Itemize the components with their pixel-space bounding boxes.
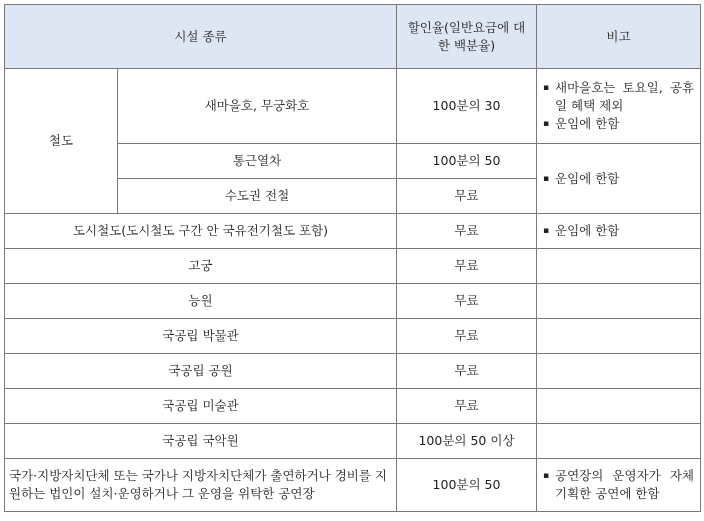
discount-rate: 100분의 50 이상	[397, 424, 537, 459]
remark-bullet: ▪ 새마을호는 토요일, 공휴일 혜택 제외	[543, 80, 694, 113]
discount-table	[4, 4, 701, 512]
facility-name: 능원	[5, 284, 397, 319]
bullet-icon: ▪	[543, 119, 550, 129]
remark-cell	[537, 389, 701, 424]
remark-cell	[537, 214, 701, 249]
discount-rate: 무료	[397, 249, 537, 284]
remark-cell	[537, 424, 701, 459]
discount-rate: 100분의 30	[397, 69, 537, 144]
facility-name: 통근열차	[118, 144, 397, 179]
remark-cell	[537, 319, 701, 354]
table-row	[5, 284, 701, 319]
discount-rate: 무료	[397, 319, 537, 354]
facility-name: 수도권 전철	[118, 179, 397, 214]
table-row	[5, 214, 701, 249]
remark-cell	[537, 249, 701, 284]
remark-cell	[537, 69, 701, 144]
table-row	[5, 354, 701, 389]
bullet-icon: ▪	[543, 226, 550, 236]
remark-cell	[537, 144, 701, 214]
discount-rate: 100분의 50	[397, 459, 537, 512]
bullet-icon: ▪	[543, 173, 550, 184]
facility-name: 국공립 박물관	[5, 319, 397, 354]
table-row	[5, 424, 701, 459]
remark-cell	[537, 284, 701, 319]
table-row	[5, 249, 701, 284]
facility-name: 국공립 국악원	[5, 424, 397, 459]
remark-bullet: ▪ 공연장의 운영자가 자체 기획한 공연에 한함	[543, 468, 694, 501]
table-row	[5, 69, 701, 144]
header-discount-rate: 할인율(일반요금에 대한 백분율)	[397, 5, 537, 69]
remark-bullet: ▪ 운임에 한함	[543, 223, 620, 238]
header-remarks: 비고	[537, 5, 701, 69]
header-row	[5, 5, 701, 69]
remark-cell	[537, 354, 701, 389]
discount-rate: 무료	[397, 179, 537, 214]
table-row	[5, 389, 701, 424]
facility-name: 국가·지방자치단체 또는 국가나 지방자치단체가 출연하거나 경비를 지원하는 법인이 설치·운영하거나 그 운영을 위탁한 공연장	[5, 459, 397, 512]
header-facility-type: 시설 종류	[5, 5, 397, 69]
discount-rate: 무료	[397, 214, 537, 249]
discount-rate: 무료	[397, 354, 537, 389]
table-row	[5, 459, 701, 512]
remark-cell	[537, 459, 701, 512]
facility-name: 국공립 미술관	[5, 389, 397, 424]
discount-rate: 무료	[397, 284, 537, 319]
facility-name: 고궁	[5, 249, 397, 284]
rail-group-label: 철도	[5, 69, 118, 214]
facility-name: 새마을호, 무궁화호	[118, 69, 397, 144]
table-row	[5, 319, 701, 354]
remark-bullet: ▪ 운임에 한함	[543, 116, 620, 131]
bullet-icon: ▪	[543, 471, 550, 481]
facility-name: 국공립 공원	[5, 354, 397, 389]
remark-bullet: ▪ 운임에 한함	[543, 170, 620, 186]
facility-name: 도시철도(도시철도 구간 안 국유전기철도 포함)	[5, 214, 397, 249]
discount-rate: 무료	[397, 389, 537, 424]
bullet-icon: ▪	[543, 83, 550, 93]
discount-rate: 100분의 50	[397, 144, 537, 179]
